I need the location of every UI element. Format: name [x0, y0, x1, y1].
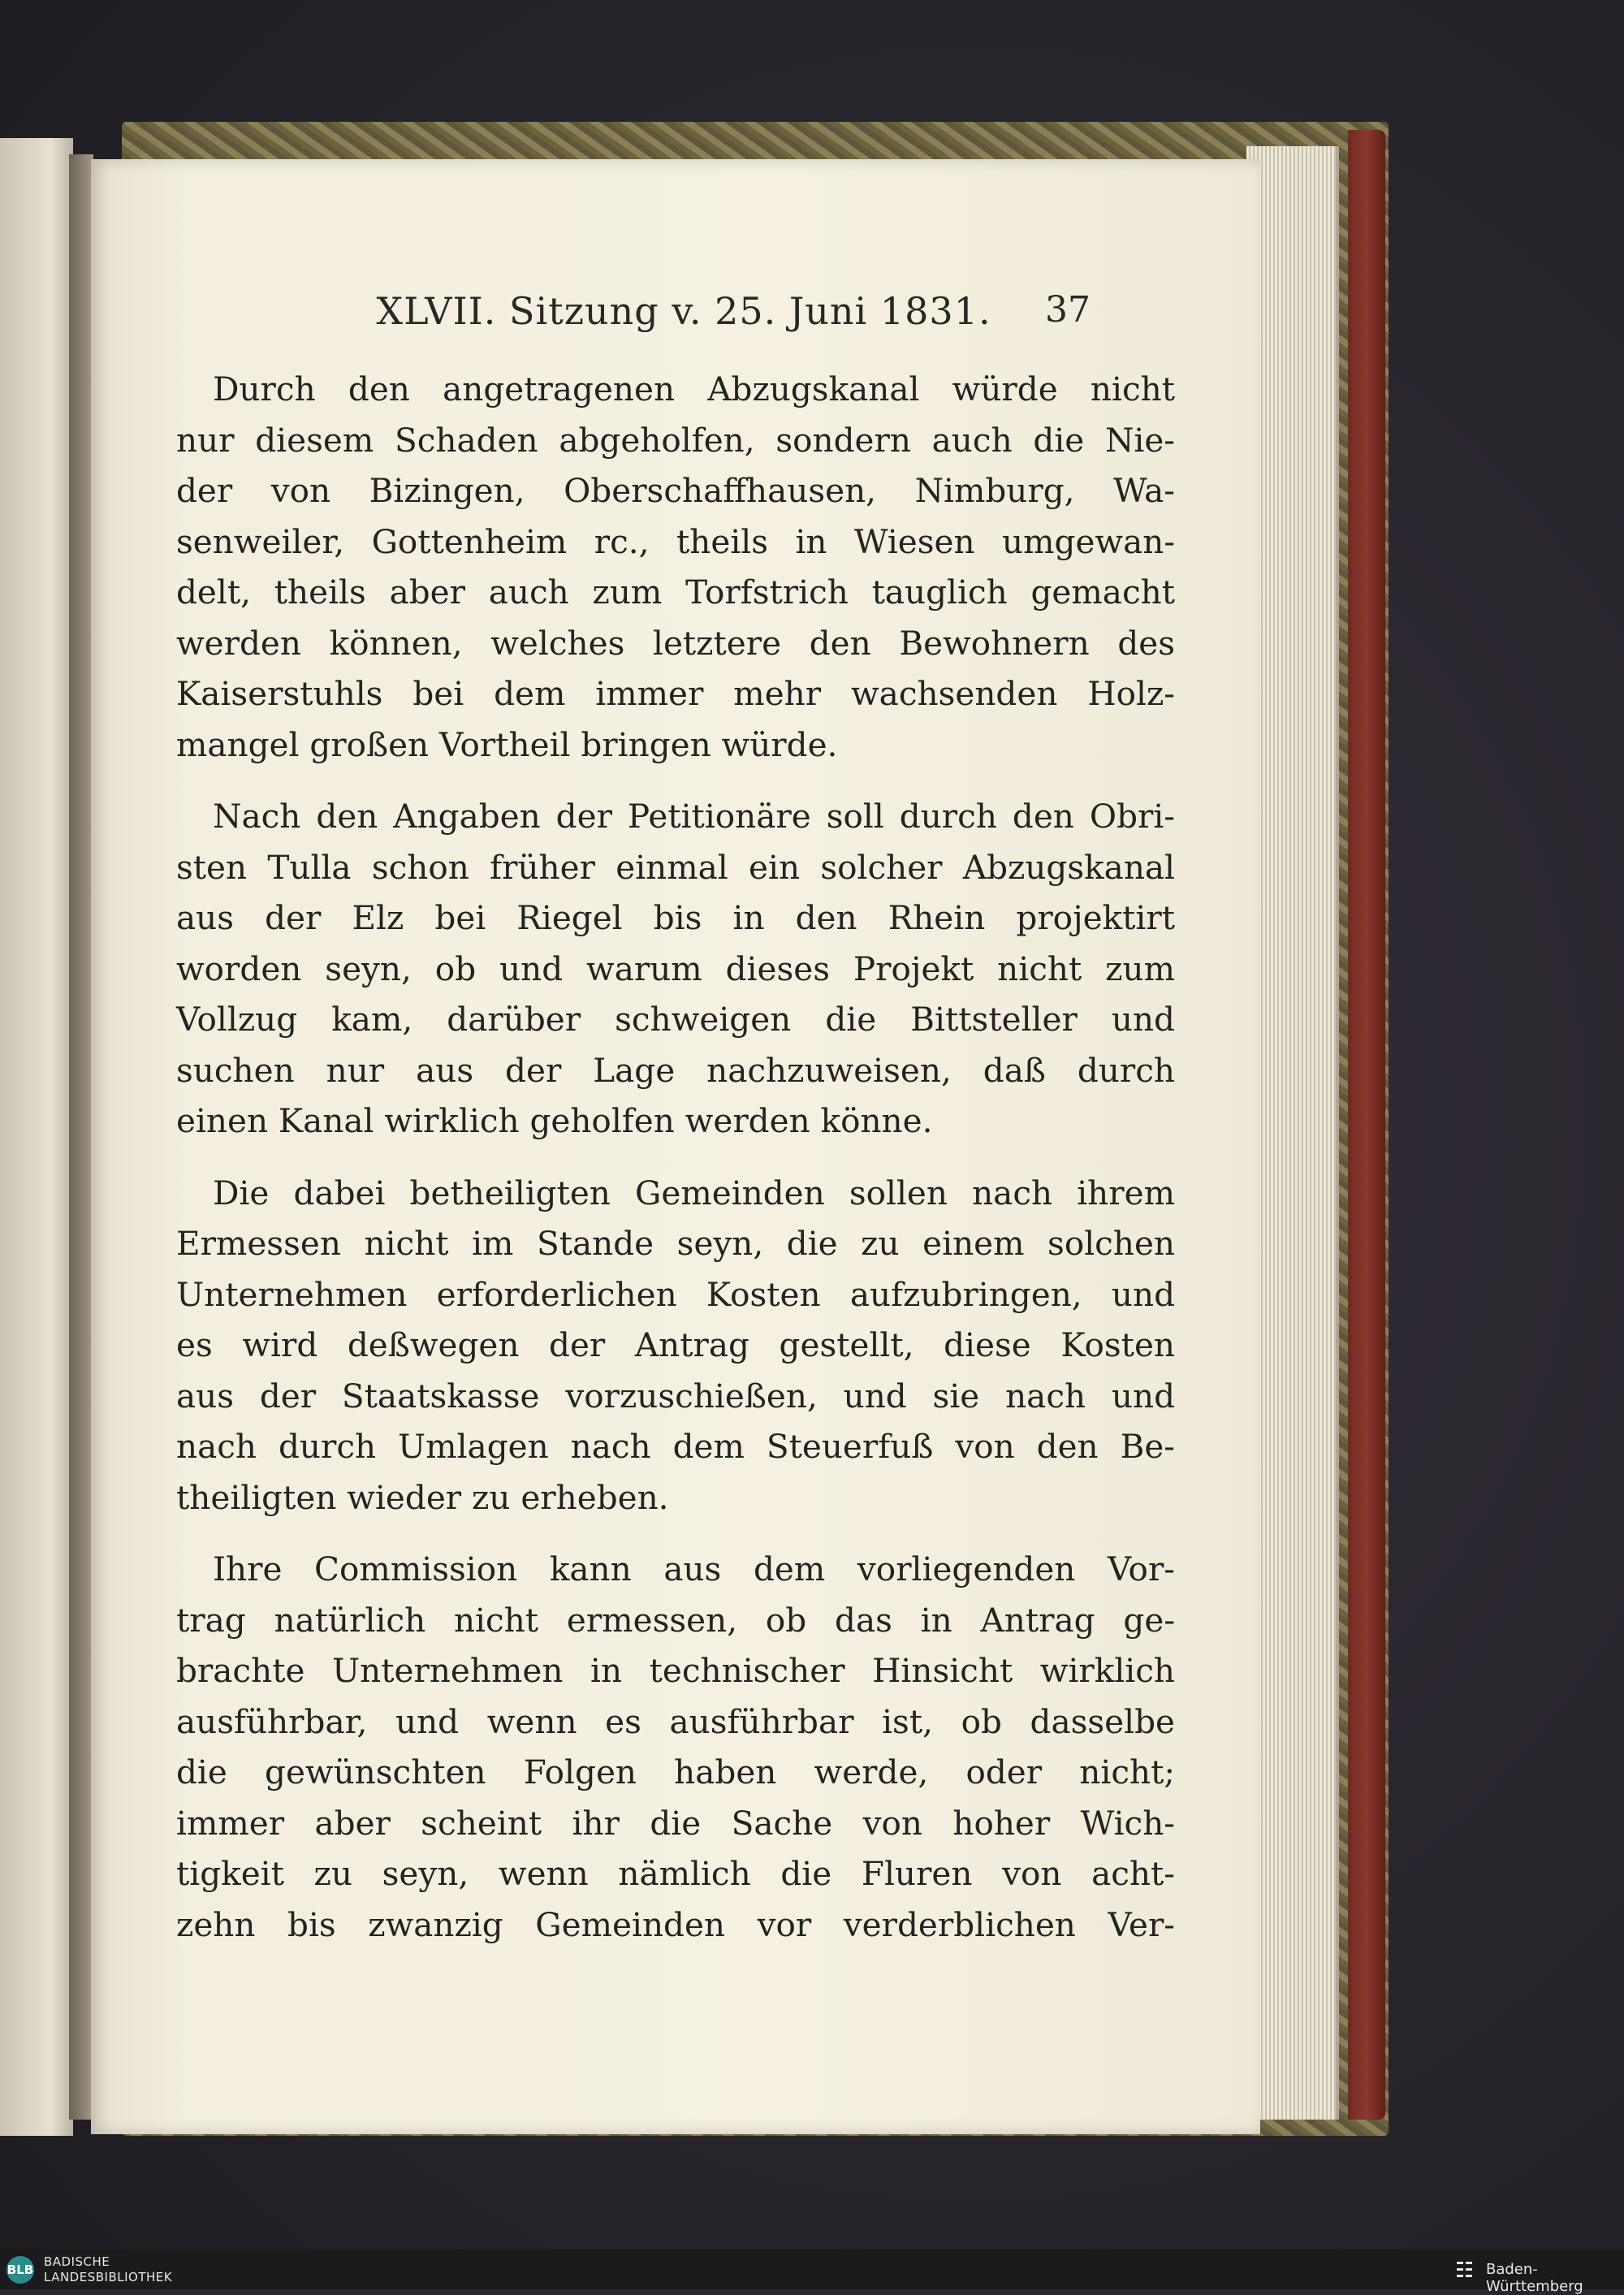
book-page	[91, 159, 1260, 2134]
text-line: es wird deßwegen der Antrag gestellt, diese Kosten	[176, 1325, 1175, 1364]
text-line: senweiler, Gottenheim rc., theils in Wiesen umgewan-	[176, 521, 1175, 561]
text-line: worden seyn, ob und warum dieses Projekt nicht zum	[176, 949, 1175, 988]
book-cover-edge	[1348, 130, 1385, 2120]
facing-page-edge	[0, 138, 73, 2136]
running-head-title: XLVII. Sitzung v. 25. Juni 1831.	[376, 289, 991, 333]
paragraph	[176, 791, 1175, 1147]
book-gutter	[69, 154, 93, 2120]
text-line: der von Bizingen, Oberschaffhausen, Nimburg, Wa-	[176, 471, 1175, 510]
running-head	[91, 289, 1260, 346]
text-line: Ihre Commission kann aus dem vorliegenden Vor-	[213, 1549, 1175, 1588]
text-line: trag natürlich nicht ermessen, ob das in Antrag ge-	[176, 1600, 1175, 1640]
text-line: einen Kanal wirklich geholfen werden könne.	[176, 1101, 933, 1140]
library-name-line1: BADISCHE	[44, 2254, 110, 2269]
page-stack-edges	[1246, 146, 1339, 2120]
page-number: 37	[1045, 289, 1091, 331]
text-line: suchen nur aus der Lage nachzuweisen, daß durch	[176, 1050, 1175, 1090]
text-line: ausführbar, und wenn es ausführbar ist, ob dasselbe	[176, 1701, 1175, 1741]
text-line: Vollzug kam, darüber schweigen die Bittsteller und	[176, 1000, 1175, 1039]
paragraph	[176, 364, 1175, 770]
text-line: aus der Elz bei Riegel bis in den Rhein projektirt	[176, 898, 1175, 937]
paragraph	[176, 1168, 1175, 1524]
blb-logo-icon[interactable]: BLB	[6, 2256, 34, 2284]
text-line: Kaiserstuhls bei dem immer mehr wachsenden Holz-	[176, 674, 1175, 713]
state-label[interactable]: Baden-Württemberg	[1486, 2261, 1583, 2295]
baden-wuerttemberg-lions-icon	[1455, 2259, 1479, 2280]
text-line: tigkeit zu seyn, wenn nämlich die Fluren von acht-	[176, 1854, 1175, 1893]
text-line: brachte Unternehmen in technischer Hinsicht wirklich	[176, 1651, 1175, 1690]
text-line: nur diesem Schaden abgeholfen, sondern auch die Nie-	[176, 420, 1175, 460]
text-line: Die dabei betheiligten Gemeinden sollen nach ihrem	[213, 1173, 1175, 1212]
text-line: theiligten wieder zu erheben.	[176, 1477, 669, 1517]
text-line: werden können, welches letztere den Bewohnern des	[176, 623, 1175, 663]
library-name-line2: LANDESBIBLIOTHEK	[44, 2270, 173, 2284]
footer-bar	[0, 2250, 1624, 2295]
text-line: aus der Staatskasse vorzuschießen, und sie nach und	[176, 1376, 1175, 1415]
text-line: Nach den Angaben der Petitionäre soll durch den Obri-	[213, 797, 1175, 836]
text-line: Ermessen nicht im Stande seyn, die zu einem solchen	[176, 1224, 1175, 1263]
text-line: immer aber scheint ihr die Sache von hoher Wich-	[176, 1803, 1175, 1843]
text-line: sten Tulla schon früher einmal ein solcher Abzugskanal	[176, 847, 1175, 887]
text-line: Unternehmen erforderlichen Kosten aufzubringen, und	[176, 1274, 1175, 1314]
text-line: zehn bis zwanzig Gemeinden vor verderblichen Ver-	[176, 1904, 1175, 1944]
text-line: Durch den angetragenen Abzugskanal würde nicht	[213, 370, 1175, 408]
text-line: nach durch Umlagen nach dem Steuerfuß von den Be-	[176, 1427, 1175, 1466]
text-line: delt, theils aber auch zum Torfstrich tauglich gemacht	[176, 573, 1175, 612]
paragraph	[176, 1544, 1175, 1950]
text-line: die gewünschten Folgen haben werde, oder nicht;	[176, 1753, 1175, 1791]
body-text	[176, 364, 1175, 1950]
text-line: mangel großen Vortheil bringen würde.	[176, 724, 838, 764]
